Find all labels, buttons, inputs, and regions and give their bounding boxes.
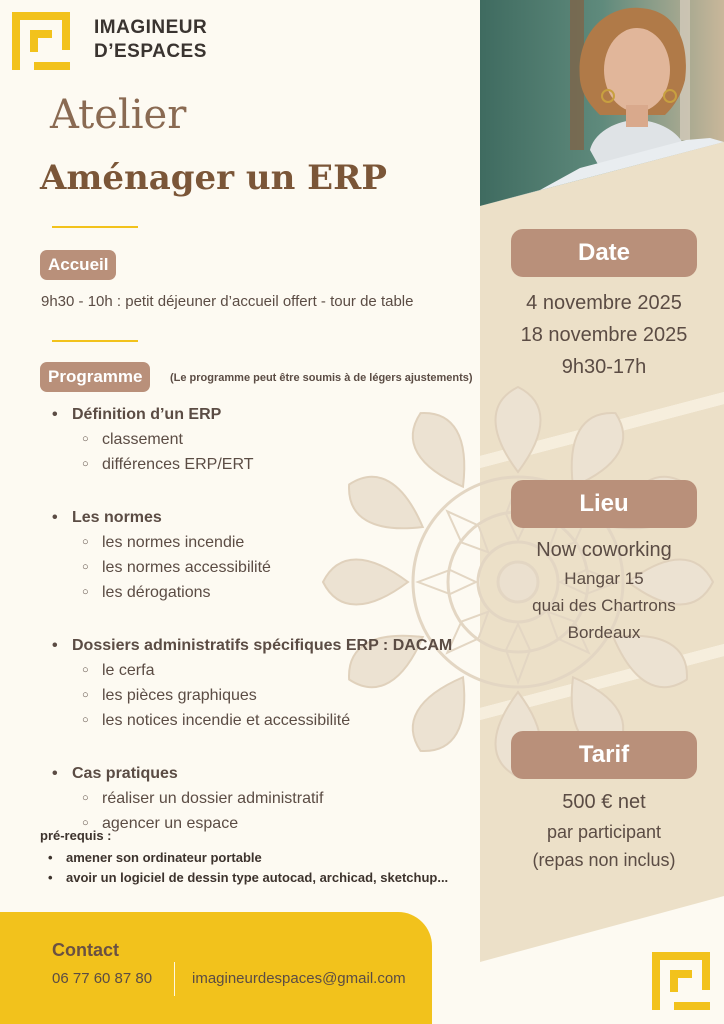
contact-email[interactable]: imagineurdespaces@gmail.com [192, 970, 406, 987]
prereq-item: • avoir un logiciel de dessin type autocad, archicad, sketchup... [40, 868, 448, 888]
brand-line-1: IMAGINEUR [94, 17, 208, 38]
tarif-line-2: par participant [546, 822, 662, 842]
module-item [52, 633, 472, 733]
module-subitem: ○ différences ERP/ERT [52, 452, 472, 477]
tarif-pill: Tarif [511, 731, 697, 779]
module-subitem: ○ classement [52, 427, 472, 452]
contact-title: Contact [52, 940, 119, 960]
prerequisites [40, 828, 448, 888]
module-item [52, 402, 472, 477]
contact-panel [0, 912, 432, 1024]
module-title: • Définition d’un ERP [52, 402, 472, 427]
lieu-line-1: Now coworking [536, 539, 672, 561]
title-main: Aménager un ERP [40, 158, 387, 198]
tarif-line-3: (repas non inclus) [532, 850, 676, 870]
programme-pill: Programme [40, 362, 150, 392]
accueil-pill: Accueil [40, 250, 116, 280]
date-pill: Date [511, 229, 697, 277]
contact-separator [174, 962, 175, 996]
programme-note: (Le programme peut être soumis à de légers ajustements) [170, 372, 473, 384]
contact-phone[interactable]: 06 77 60 87 80 [52, 970, 153, 987]
brand-line-2: D’ESPACES [94, 41, 207, 62]
logo-bracket-icon [10, 10, 72, 72]
date-line-3: 9h30-17h [561, 356, 647, 378]
tarif-line-1: 500 € net [562, 791, 646, 813]
lieu-line-2: Hangar 15 [564, 569, 644, 588]
module-item [52, 761, 472, 836]
prereq-item: • amener son ordinateur portable [40, 848, 448, 868]
module-title: • Dossiers administratifs spécifiques ERP : DACAM [52, 633, 472, 658]
accueil-text: 9h30 - 10h : petit déjeuner d’accueil offert - tour de table [41, 293, 414, 310]
module-item [52, 505, 472, 605]
module-subitem: ○ les pièces graphiques [52, 683, 472, 708]
lieu-line-3: quai des Chartrons [532, 596, 676, 615]
module-subitem: ○ le cerfa [52, 658, 472, 683]
date-line-2: 18 novembre 2025 [520, 324, 688, 346]
portrait-photo [480, 0, 724, 206]
date-line-1: 4 novembre 2025 [526, 292, 682, 314]
programme-list [52, 402, 472, 864]
divider-2 [52, 340, 138, 342]
brand-name [94, 16, 207, 64]
module-subitem: ○ réaliser un dossier administratif [52, 786, 472, 811]
module-subitem: ○ les normes accessibilité [52, 555, 472, 580]
module-subitem: ○ les notices incendie et accessibilité [52, 708, 472, 733]
module-title: • Les normes [52, 505, 472, 530]
module-subitem: ○ les normes incendie [52, 530, 472, 555]
lieu-line-4: Bordeaux [567, 623, 641, 642]
module-subitem: ○ agencer un espace [52, 811, 472, 836]
prereq-title: pré-requis : [40, 828, 112, 843]
lieu-pill: Lieu [511, 480, 697, 528]
divider-1 [52, 226, 138, 228]
title-atelier: Atelier [50, 92, 187, 138]
logo-bracket-icon [650, 950, 712, 1012]
module-subitem: ○ les dérogations [52, 580, 472, 605]
module-title: • Cas pratiques [52, 761, 472, 786]
